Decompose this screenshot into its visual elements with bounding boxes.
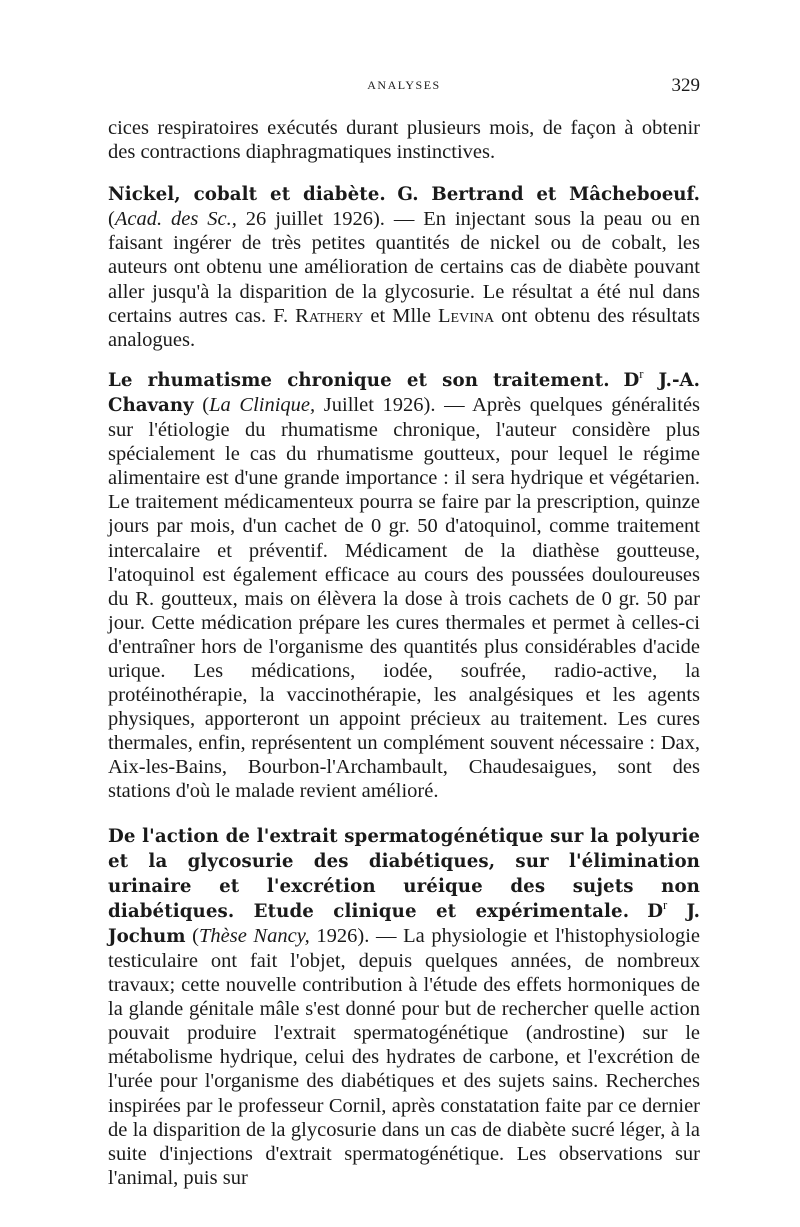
source-open: ( [193, 393, 210, 416]
entry-body: — La physiologie et l'histophysiologie testiculaire ont fait l'objet, depuis quelques années, de nombreux travaux; cette nouvelle contribution à l'étude des effets hormoniques de la glande génitale mâle s'est donné pour but de rechercher quelle action pouvait produire l'extrait spermatogénétique (androstine) sur le métabolisme hydrique, celui des hydrates de carbone, et l'excrétion de l'urée pour l'organisme des diabétiques et des sujets sains. Recherches inspirées par le professeur Cornil, après constatation faite par ce dernier de la disparition de la glycosurie dans un cas de diabète sucré léger, à la suite d'injections d'extrait spermatogénétique. Les observations sur l'animal, puis sur [108, 924, 700, 1189]
entry-author-superscript: r [639, 367, 644, 382]
spacer [108, 804, 700, 824]
entry-author-prefix: D [647, 900, 663, 922]
source-date: Juillet 1926). [315, 393, 436, 416]
entry-title: Le rhumatisme chronique et son traitement. [108, 369, 610, 391]
source-journal: La Clinique, [209, 393, 316, 416]
entry-authors: J. Jochum [108, 900, 701, 947]
page-number: 329 [671, 75, 700, 96]
running-head [108, 75, 700, 100]
continuation-paragraph: cices respiratoires exécutés durant plusieurs mois, de façon à obtenir des contractions diaphragmatiques instinctives. [108, 117, 700, 164]
source-open: ( [185, 924, 199, 947]
entry-extrait-spermatogenetique [108, 824, 700, 1190]
entry-title: De l'action de l'extrait spermatogénétique sur la polyurie et la glycosurie des diabétiques, sur l'élimination urinaire et l'excrétion uréique des sujets non diabétiques. Etude clinique et expérimentale. [108, 825, 700, 922]
source-journal: Acad. des Sc., [114, 208, 237, 231]
entry-body-connector: et Mlle [363, 304, 439, 327]
entry-body-end: ont obtenu des résultats analogues. [108, 304, 701, 351]
entry-title: Nickel, cobalt et diabète. [108, 184, 386, 206]
source-open: ( [108, 208, 115, 231]
source-journal: Thèse Nancy, [198, 924, 310, 947]
spacer [108, 164, 700, 182]
spacer [108, 352, 700, 368]
reviewer-name: Rathery [295, 304, 364, 327]
article-body [108, 116, 700, 1190]
entry-author-superscript: r [663, 897, 668, 912]
entry-body: — Après quelques généralités sur l'étiologie du rhumatisme chronique, l'auteur considère plus spécialement le cas du rhumatisme goutteux, pour lequel le régime alimentaire est d'une grande importance : il sera hydrique et végétarien. Le traitement médicamenteux pourra se faire par la prescription, quinze jours par mois, d'un cachet de 0 gr. 50 d'atoquinol, comme traitement intercalaire et préventif. Médicament de la diathèse goutteuse, l'atoquinol est également efficace au cours des poussées douloureuses du R. goutteux, mais on élèvera la dose à trois cachets de 0 gr. 50 par jour. Cette médication prépare les cures thermales et permet à celles-ci d'entraîner hors de l'organisme des quantités plus considérables d'acide urique. Les médications, iodée, soufrée, radio-active, la protéinothérapie, la vaccinothérapie, les analgésiques et les agents physiques, apporteront un appoint précieux au traitement. Les cures thermales, enfin, représentent un complément souvent nécessaire : Dax, Aix-les-Bains, Bourbon-l'Archambault, Chaudesaigues, sont des stations d'où le malade revient amélioré. [108, 393, 701, 803]
source-date: 26 juillet 1926). [236, 208, 385, 231]
entry-nickel-cobalt [108, 182, 700, 352]
reviewer-name: Levina [438, 304, 495, 327]
entry-author-prefix: D [623, 369, 640, 391]
entry-authors: J.-A. Chavany [108, 369, 700, 416]
source-date: 1926). [309, 924, 370, 947]
entry-body: — En injectant sous la peau ou en faisant ingérer de très petites quantités de nickel ou de cobalt, les auteurs ont obtenu une amélioration de certains cas de diabète pouvant aller jusqu'à la disparition de la glycosurie. Le résultat a été nul dans certains autres cas. F. [108, 208, 700, 327]
entry-authors: G. Bertrand et Mâcheboeuf. [397, 184, 700, 206]
running-title: ANALYSES [367, 78, 441, 92]
entry-rhumatisme [108, 368, 700, 804]
